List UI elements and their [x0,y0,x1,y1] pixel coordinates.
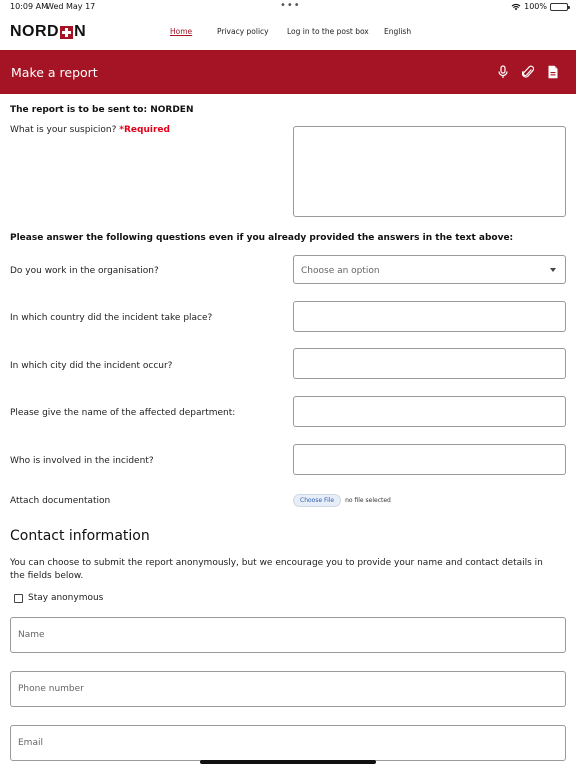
battery-percent: 100% [524,2,547,11]
suspicion-textarea[interactable] [293,126,566,217]
name-placeholder: Name [18,630,45,640]
involved-input[interactable] [293,444,566,475]
logo-text-left: NORD [10,23,60,40]
email-placeholder: Email [18,738,43,748]
country-label: In which country did the incident take place? [10,313,213,323]
file-status: no file selected [345,497,391,504]
multitasking-dots[interactable]: ••• [280,0,301,11]
top-navigation [0,14,576,50]
document-icon[interactable] [547,65,559,79]
name-field[interactable] [10,617,566,653]
nav-link-privacy-policy[interactable]: Privacy policy [217,27,269,36]
report-banner [0,50,576,94]
department-input[interactable] [293,396,566,427]
department-label: Please give the name of the affected department: [10,408,236,418]
involved-label: Who is involved in the incident? [10,456,154,466]
recipient-text: The report is to be sent to: NORDEN [10,105,194,115]
status-right [511,2,568,11]
suspicion-label [10,125,170,135]
norden-logo[interactable] [10,23,86,41]
contact-description: You can choose to submit the report anonymously, but we encourage you to provide your name and contact details in the fields below. [10,558,543,581]
email-field[interactable] [10,725,566,761]
chevron-down-icon [550,268,556,272]
nav-link-home[interactable]: Home [170,27,193,36]
city-label: In which city did the incident occur? [10,361,173,371]
suspicion-label-text: What is your suspicion? [10,125,117,135]
required-marker: *Required [119,125,170,135]
instructions-text: Please answer the following questions even if you already provided the answers in the text above: [10,233,514,243]
stay-anonymous-label[interactable]: Stay anonymous [28,593,104,603]
banner-actions [497,65,559,79]
nav-link-language[interactable]: English [384,27,412,36]
contact-heading: Contact information [10,528,150,544]
work-label: Do you work in the organisation? [10,266,159,276]
attach-label: Attach documentation [10,496,111,506]
city-input[interactable] [293,348,566,379]
paperclip-icon[interactable] [522,65,534,79]
phone-field[interactable] [10,671,566,707]
work-select[interactable] [293,255,566,284]
microphone-icon[interactable] [497,65,509,79]
status-time: 10:09 AM [10,2,48,11]
battery-icon [550,3,568,11]
work-select-value: Choose an option [301,266,380,276]
stay-anonymous-row[interactable] [14,593,103,603]
phone-placeholder: Phone number [18,684,84,694]
choose-file-button[interactable]: Choose File [293,494,341,507]
file-upload [293,494,391,507]
stay-anonymous-checkbox[interactable] [14,594,23,603]
status-bar [0,0,576,14]
logo-text-right: N [74,23,87,40]
home-indicator[interactable] [200,760,376,764]
wifi-icon [511,3,521,11]
status-date: Wed May 17 [46,2,96,11]
nav-link-post-box-login[interactable]: Log in to the post box [287,27,369,36]
country-input[interactable] [293,301,566,332]
page-title: Make a report [11,65,98,80]
logo-flag-icon [60,26,73,39]
